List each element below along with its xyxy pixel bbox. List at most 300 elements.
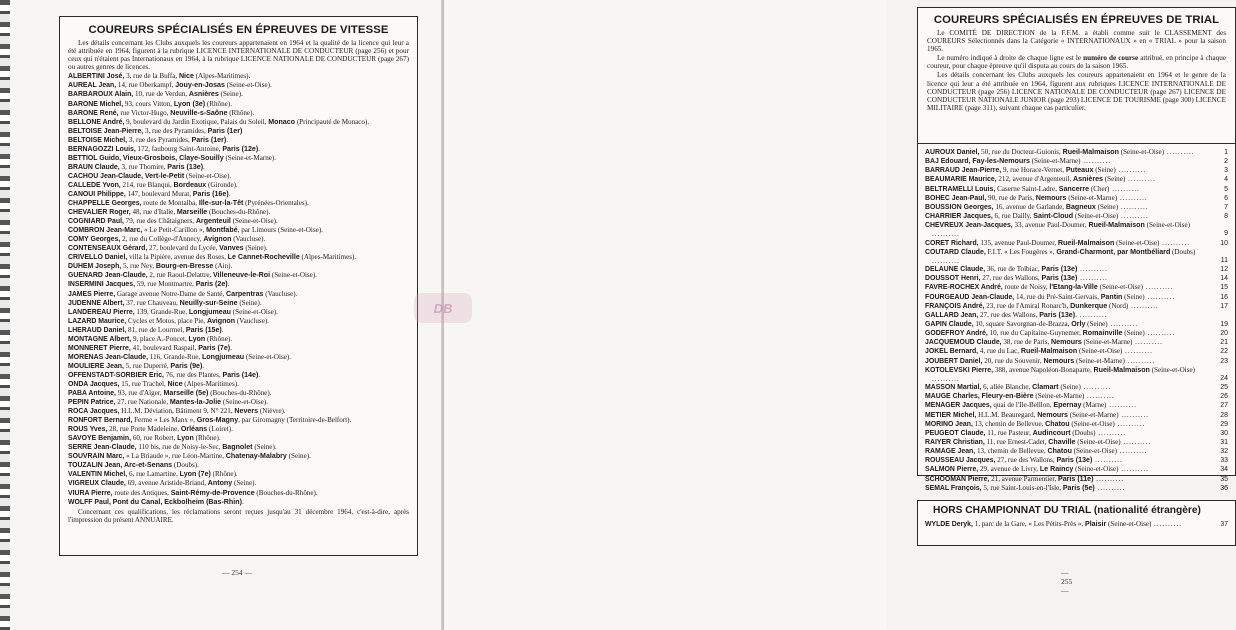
rider-region: (Seine-et-Marne) — [1081, 338, 1133, 347]
rider-name: DELAUNE Claude, — [925, 266, 986, 274]
rider-name: CHEVALIER Roger, — [68, 209, 131, 217]
rider-address: 27, boulevard du Lycée, — [147, 244, 220, 253]
rider-city: Orléans — [180, 425, 208, 434]
rider-city: Fay-les-Nemours — [972, 157, 1030, 166]
rider-name: LAZARD Maurice, — [68, 317, 127, 325]
list-item — [68, 326, 409, 335]
leader-dots: .......... — [1144, 292, 1176, 301]
list-item — [925, 148, 1228, 157]
list-item — [925, 465, 1228, 474]
rider-entry — [925, 329, 1202, 338]
rider-address: 11, rue Ernest-Cadet, — [984, 438, 1049, 446]
rider-city: Nevers — [234, 407, 259, 416]
rider-name: BELLONE André, — [68, 118, 125, 126]
rider-region: (Seine) — [1102, 175, 1126, 184]
rider-region: (Seine) — [1122, 329, 1145, 338]
leader-dots: .......... — [932, 256, 960, 265]
rider-address: Cycles et Motos, place Pie, — [126, 316, 207, 325]
rider-region: . — [258, 144, 260, 153]
list-item — [925, 383, 1228, 392]
rider-name: FAVRE-ROCHEX André, — [925, 284, 1003, 292]
rider-name: BETTIOL Guido, — [68, 154, 122, 162]
rider-address: 172, faubourg Saint-Antoine, — [135, 144, 223, 153]
list-item — [68, 163, 409, 172]
rider-address: 36, rue de Tolbiac, — [985, 265, 1042, 274]
list-item — [925, 311, 1228, 320]
rider-name: BELTOISE Michel, — [68, 136, 128, 144]
rider-name: GUENARD Jean-Claude, — [68, 272, 148, 280]
rider-city: Pantin — [1100, 292, 1123, 301]
rider-city: Rueil-Malmaison — [1020, 347, 1078, 356]
leader-dots: .......... — [1114, 419, 1146, 428]
list-item — [925, 411, 1228, 420]
race-number: 26 — [1220, 393, 1228, 401]
leader-dots: .......... — [1118, 202, 1149, 211]
trial-intro-box — [917, 7, 1236, 145]
rider-name: MORENAS Jean-Claude, — [68, 353, 149, 361]
rider-name: JOKEL Bernard, — [925, 348, 979, 356]
rider-address: 48, rue d'Italie, — [130, 208, 177, 217]
race-number: 35 — [1220, 475, 1228, 483]
leader-dots: .......... — [1142, 283, 1174, 292]
rider-name: COGNIARD Paul, — [68, 218, 124, 226]
rider-address: 27, rue Nationale, — [115, 398, 170, 407]
rider-entry — [925, 392, 1202, 401]
rider-region: (Alpes-Maritimes). — [299, 253, 357, 262]
list-item — [68, 253, 409, 262]
rider-entry — [925, 429, 1202, 438]
rider-city: Dunkerque — [1070, 301, 1108, 310]
rider-name: KOTOLEVSKI Pierre, — [925, 366, 994, 374]
rider-name: METIER Michel, — [925, 411, 977, 419]
rider-name: MOULIERE Jean, — [68, 362, 124, 370]
race-number: 36 — [1220, 484, 1228, 492]
rider-region: (Seine) — [1058, 383, 1081, 392]
rider-region: (Vaucluse). — [235, 316, 269, 325]
race-number: 3 — [1224, 167, 1228, 175]
rider-city: Rueil-Malmaison — [1093, 365, 1150, 374]
rider-entry — [925, 484, 1202, 493]
leader-dots: .......... — [1106, 401, 1137, 410]
rider-address: 27, rue des Wallons, — [995, 456, 1057, 465]
rider-address: 81, rue de Lourmel, — [126, 325, 186, 334]
rider-address: Ferme « Les Manx », — [132, 416, 197, 425]
race-number: 21 — [1220, 339, 1228, 347]
rider-address: 15, rue Trachel, — [119, 379, 168, 388]
list-item — [68, 299, 409, 308]
rider-region: . — [258, 370, 261, 379]
rider-entry — [925, 203, 1202, 212]
list-item — [68, 109, 409, 118]
rider-region: (Seine-et-Oise) — [1144, 221, 1190, 230]
rider-region: (Seine-et-Marne) — [1074, 356, 1125, 365]
rider-entry — [925, 338, 1202, 347]
rider-city: Chatenay-Malabry — [225, 452, 287, 461]
rider-city: Chatou — [1047, 447, 1072, 456]
rider-entry — [925, 320, 1202, 329]
rider-name: PEUGEOT Claude, — [925, 429, 986, 437]
rider-region: (Nord) — [1107, 301, 1129, 310]
rider-region: (Seine-et-Marne). — [223, 153, 277, 162]
rider-city: Chatou — [1045, 419, 1070, 428]
rider-address: route de Noisy, — [1002, 283, 1050, 292]
rider-city: Asnières — [188, 90, 219, 99]
leader-dots: .......... — [1080, 157, 1112, 166]
rider-region: (Seine). — [232, 479, 257, 488]
rider-address: 212, avenue d'Argenteuil, — [996, 175, 1074, 184]
hors-championnat-list — [925, 520, 1228, 529]
leader-dots: .......... — [1132, 338, 1163, 347]
rider-region: (Seine-et-Marne) — [1029, 157, 1081, 166]
list-item — [68, 344, 409, 353]
rider-entry — [925, 438, 1202, 447]
rider-name: OFFENSTADT-SORBIER Eric, — [68, 371, 164, 379]
rider-region: . — [1075, 310, 1077, 319]
list-item — [68, 443, 409, 452]
rider-address: 135, avenue Paul-Doumer, — [978, 238, 1058, 247]
list-item — [925, 239, 1228, 248]
rider-address: Garage avenue Notre-Dame de Santé, — [115, 289, 226, 298]
rider-city: Paris (7e) — [198, 343, 231, 352]
rider-city: Fleury-en-Bière — [981, 392, 1034, 401]
rider-address: 5, rue Ney, — [121, 262, 156, 271]
rider-address: route de Montalba, — [141, 199, 199, 208]
rider-entry — [925, 302, 1202, 311]
list-item — [68, 190, 409, 199]
list-item — [925, 265, 1228, 274]
rider-region: (Seine) — [1095, 202, 1119, 211]
list-item — [68, 226, 409, 235]
race-number: 8 — [1224, 213, 1228, 221]
rider-city: Paris (13e) — [167, 162, 204, 171]
leader-dots: .......... — [1080, 383, 1112, 392]
rider-address: 14, rue Oberkampf, — [116, 81, 176, 90]
rider-name: COMBRON Jean-Marc, — [68, 227, 143, 235]
rider-address: 6, rue Lamartine, — [127, 470, 180, 479]
rider-region: (Doubs) — [1070, 428, 1096, 437]
rider-city: Orly — [1071, 319, 1086, 328]
rider-name: INSERMINI Jacques, — [68, 281, 136, 289]
leader-dots: .......... — [1094, 483, 1126, 492]
list-item — [68, 271, 409, 280]
list-item — [68, 489, 409, 498]
rider-city: Nice — [167, 379, 183, 388]
list-item — [925, 401, 1228, 410]
rider-entry — [925, 157, 1202, 166]
rider-city: Paris (12e) — [222, 144, 259, 153]
list-item — [925, 357, 1228, 366]
rider-region: (Seine-et-Oise) — [1077, 347, 1123, 356]
rider-city: Bourg-en-Bresse — [155, 262, 214, 271]
rider-region: (Seine) — [1093, 166, 1116, 175]
race-number: 28 — [1220, 411, 1228, 419]
rider-city: Paris (13e) — [1056, 456, 1093, 465]
rider-address: 50, rue du Docteur-Guionis, — [979, 148, 1063, 156]
rider-address: 33, avenue Paul-Doumer, — [1012, 221, 1089, 230]
rider-name: BELTRAMELLI Louis, — [925, 185, 996, 193]
rider-address: 27, rue des Wallons, — [980, 274, 1042, 283]
race-number: 16 — [1220, 293, 1228, 301]
race-number: 2 — [1224, 158, 1228, 166]
race-number: 6 — [1224, 194, 1228, 202]
page-title: COUREURS SPÉCIALISÉS EN ÉPREUVES DE VITESSE — [88, 24, 389, 36]
rider-city: Avignon — [203, 235, 232, 244]
list-item — [68, 479, 409, 488]
rider-address: 79, rue des Châtaigners, — [123, 217, 196, 226]
rider-entry — [925, 194, 1202, 203]
rider-city: Bordeaux — [173, 180, 207, 189]
leader-dots: .......... — [932, 230, 960, 239]
rider-address: « La Briaude », rue Léon-Martine, — [124, 452, 226, 461]
rider-address: 5, rue Duperré, — [123, 361, 171, 370]
rider-name: DOUSSOT Henri, — [925, 275, 981, 283]
rider-name: SAVOYE Benjamin, — [68, 435, 132, 443]
rider-region: (Ain). — [213, 262, 233, 271]
rider-region: (Pyrénées-Orientales). — [243, 199, 309, 208]
rider-name: CONTENSEAUX Gérard, — [68, 245, 148, 253]
rider-region: , par Giromagny (Territoire-de-Belfort). — [238, 416, 352, 425]
race-number: 37 — [1220, 521, 1228, 528]
rider-city: Paris (14e) — [222, 370, 259, 379]
list-item — [68, 389, 409, 398]
rider-entry — [925, 383, 1202, 392]
rider-name: ROCA Jacques, — [68, 408, 120, 416]
rider-region: (Rhône). — [205, 99, 232, 108]
list-item — [925, 475, 1228, 484]
list-item — [68, 308, 409, 317]
rider-city: Lyon — [188, 334, 206, 343]
rider-region: (Seine). — [243, 244, 268, 253]
list-item — [68, 416, 409, 425]
list-item — [68, 335, 409, 344]
rider-city: Nice — [178, 72, 194, 81]
list-item — [68, 452, 409, 461]
rider-address: 3, rue des Pyramides, — [127, 135, 192, 144]
rider-city: Marseille — [176, 208, 208, 217]
rider-address: 5, rue Saint-Louis-en-l'Isle, — [981, 483, 1063, 492]
rider-entry — [925, 401, 1202, 410]
list-item — [68, 434, 409, 443]
leader-dots: .......... — [1109, 184, 1140, 193]
rider-region: (Vaucluse). — [263, 289, 298, 298]
race-number: 5 — [1224, 185, 1228, 193]
rider-address: 93, rue d'Alger, — [115, 389, 164, 398]
rider-name: DUHEM Joseph, — [68, 263, 122, 271]
rider-entry — [925, 420, 1202, 429]
rider-name: GAPIN Claude, — [925, 320, 974, 328]
rider-name: SALMON Pierre, — [925, 466, 979, 474]
rider-city: Pont du Canal, Eckbolheim (Bas-Rhin) — [112, 497, 242, 506]
trial-rider-list — [925, 148, 1228, 493]
rider-region: (Seine-et-Oise). — [244, 352, 292, 361]
speed-riders-box — [59, 16, 418, 556]
rider-region: (Seine-et-Oise) — [1075, 438, 1121, 446]
right-page — [444, 0, 1228, 630]
rider-entry — [925, 456, 1202, 465]
rider-address: quai de l'Ile-Belllon, — [991, 401, 1054, 410]
rider-address: route des Antiques, — [112, 488, 171, 497]
leader-dots: .......... — [1092, 456, 1123, 465]
rider-entry — [925, 148, 1202, 157]
rider-city: Chaville — [1048, 438, 1076, 446]
rider-entry — [925, 221, 1202, 238]
leader-dots: .......... — [1118, 212, 1149, 221]
intro-text: Les détails concernant les Clubs auxquels les coureurs appartenaient en 1964 et la qualité de la licence qui leur a été attribuée en 1964, figurent à la rubrique LICENCE INTERNATIONALE DE CONDUCTEUR (page 256) et pour ceux qui n'étaient pas Internationaux en 1964, à la rubrique LICENCE NATIONALE DE CONDUCTEUR (page 267) ou autres genres de licences. — [68, 39, 409, 72]
rider-city: Grand-Charmont, par Montbéliard — [1056, 247, 1171, 256]
list-item — [68, 353, 409, 362]
speed-rider-list — [68, 72, 409, 506]
rider-name: BRAUN Claude, — [68, 163, 120, 171]
leader-dots: .......... — [1093, 474, 1125, 483]
rider-region: (Rhône). — [227, 108, 255, 117]
list-item — [68, 118, 409, 127]
list-item — [925, 366, 1228, 383]
rider-city: Paris (15e) — [185, 325, 222, 334]
trial-riders-box — [917, 143, 1236, 492]
rider-city: Antony — [207, 479, 233, 488]
race-number: 19 — [1220, 320, 1228, 328]
rider-address: 214, rue Blanqui, — [120, 180, 174, 189]
rider-address: 147, boulevard Murat, — [125, 189, 193, 198]
rider-city: Paris (13e) — [1041, 274, 1078, 283]
rider-region: (Seine-et-Marne) — [1033, 392, 1085, 401]
rider-address: 116, Grande-Rue, — [148, 352, 202, 361]
section-heading: HORS CHAMPIONNAT DU TRIAL (nationalité étrangère) — [933, 505, 1201, 516]
leader-dots: .......... — [1144, 329, 1176, 338]
rider-address: 3, rue Thomire, — [119, 162, 168, 171]
rider-city: Romainville — [1082, 329, 1123, 338]
leader-dots: .......... — [1125, 175, 1156, 184]
list-item — [68, 380, 409, 389]
rider-region: (Seine-et-Oise). — [270, 271, 317, 280]
intro-text: Le COMITÉ DE DIRECTION de la F.F.M. a établi comme suit le CLASSEMENT des COUREURS Sélectionnés dans la Catégorie « INTERNATIONAUX » en « TRIAL » pour la saison 1965. Le numéro indiqué à droite de chaque ligne est le numéro de course attribué, en principe à chaque coureur, pour chaque épreuve qu'il disputa au cours de la saison 1965. Les détails concernant les Clubs auxquels les coureurs appartenaient en 1964 et le genre de la licence qui leur a été attribuée en 1964, figurent aux rubriques LICENCE INTERNATIONALE DE CONDUCTEUR (page 256) LICENCE NATIONALE DE CONDUCTEUR (page 267) LICENCE DE CONDUCTEUR NATIONALE JUNIOR (page 293) LICENCE DE TOURISME (page 300) LICENCE MILITAIRE (page 311), suivant chaque cas particulier. — [927, 29, 1227, 112]
list-item — [68, 208, 409, 217]
rider-region: (Loiret). — [207, 425, 233, 434]
race-number: 1 — [1224, 149, 1228, 156]
rider-address: 388, avenue Napoléon-Bonaparte, — [993, 365, 1094, 374]
rider-city: Paris (1er) — [207, 126, 243, 135]
rider-region: (Seine-et-Oise). — [221, 398, 269, 407]
list-item — [68, 398, 409, 407]
rider-name: PEPIN Patrice, — [68, 399, 116, 407]
rider-address: 29, avenue de Livry, — [978, 465, 1040, 474]
rider-name: ONDA Jacques, — [68, 380, 120, 388]
leader-dots: .......... — [1120, 438, 1152, 446]
rider-region: (Seine) — [1085, 319, 1108, 328]
rider-city: Lyon (7e) — [179, 470, 211, 479]
rider-name: CACHOU Jean-Claude, — [68, 172, 144, 180]
rider-name: GODEFROY André, — [925, 330, 988, 338]
list-item — [925, 429, 1228, 438]
rider-name: SOUVRAIN Marc, — [68, 453, 125, 461]
rider-city: Paris (16e) — [192, 189, 229, 198]
list-item — [925, 320, 1228, 329]
race-number: 15 — [1220, 284, 1228, 292]
rider-entry — [925, 274, 1202, 283]
list-item — [925, 293, 1228, 302]
rider-region: (Marne) — [1081, 401, 1107, 410]
rider-name: TOUZALIN Jean, — [68, 462, 123, 470]
rider-name: VIGREUX Claude, — [68, 480, 126, 488]
rider-address: 6, rue Dailly, — [992, 212, 1034, 221]
leader-dots: .......... — [1107, 319, 1139, 328]
rider-address: villa la Pipière, avenue des Roses, — [127, 253, 228, 262]
rider-address: 3, rue des Pyramides, — [143, 126, 208, 135]
rider-address: 3, rue de la Buffa, — [124, 72, 179, 81]
rider-region: (Doubs) — [1170, 247, 1196, 256]
rider-name: BAJ Edouard, — [925, 158, 971, 166]
rider-name: SEMAL François, — [925, 484, 982, 492]
rider-city: Nemours — [1037, 410, 1068, 419]
rider-name: BERNAGOZZI Louis, — [68, 145, 136, 153]
rider-city: Nemours — [1035, 193, 1067, 202]
rider-city: Plaisir — [1084, 520, 1107, 528]
rider-city: Jouy-en-Josas — [175, 81, 225, 90]
rider-region: (Seine-et-Oise) — [1106, 520, 1152, 528]
list-item — [925, 338, 1228, 347]
list-item — [68, 371, 409, 380]
leader-dots: .......... — [1117, 193, 1148, 202]
rider-region: (Cher) — [1089, 184, 1110, 193]
rider-address: Caserne Saint-Ladre, — [995, 184, 1059, 193]
rider-region: (Seine-et-Oise). — [224, 81, 272, 90]
rider-address: 13, chemin de Bellevue, — [975, 447, 1048, 456]
race-number: 9 — [1224, 230, 1228, 238]
rider-name: MONTAGNE Albert, — [68, 335, 132, 343]
list-item — [925, 420, 1228, 429]
rider-name: JUDENNE Albert, — [68, 299, 125, 307]
rider-name: AUREAL Jean, — [68, 82, 117, 90]
race-number: 31 — [1220, 439, 1228, 446]
rider-address: 9, boulevard du Jardin Exotique, Palais du Soleil, — [124, 117, 269, 126]
rider-region: (Seine-et-Oise). — [230, 217, 278, 226]
list-item — [68, 154, 409, 163]
list-item — [925, 221, 1228, 238]
leader-dots: .......... — [1164, 148, 1195, 156]
page-number: — 255 — — [1061, 568, 1073, 595]
rider-address: 21, avenue Parmentier, — [989, 474, 1058, 483]
rider-region: (Seine-et-Oise) — [1149, 365, 1195, 374]
rider-city: Longjumeau — [188, 307, 231, 316]
rider-city: Nemours — [1051, 338, 1082, 347]
leader-dots: .......... — [1117, 447, 1148, 456]
rider-name: BELTOISE Jean-Pierre, — [68, 127, 144, 135]
rider-address: 110 bis, rue de Noisy-le-Sec, — [136, 443, 223, 452]
rider-region: (Vaucluse). — [231, 235, 266, 244]
rider-name: BARONE René, — [68, 109, 119, 117]
race-number: 23 — [1220, 357, 1228, 365]
rider-region: (Seine). — [237, 298, 262, 307]
rider-city: Paris (5e) — [1062, 483, 1095, 492]
rider-entry — [925, 447, 1202, 456]
rider-city: Vert-le-Petit — [144, 171, 185, 180]
rider-name: CHARRIER Jacques, — [925, 213, 993, 221]
rider-name: SERRE Jean-Claude, — [68, 444, 137, 452]
list-item — [925, 283, 1228, 292]
rider-city: Vanves — [219, 244, 244, 253]
list-item — [68, 217, 409, 226]
leader-dots: .......... — [1118, 410, 1150, 419]
list-item — [925, 520, 1228, 529]
list-item — [925, 329, 1228, 338]
rider-city: Paris (1er) — [191, 135, 227, 144]
list-item — [68, 290, 409, 299]
rider-address: 2, rue du Collège-d'Annecy, — [120, 235, 204, 244]
rider-region: . — [241, 497, 244, 506]
list-item — [68, 235, 409, 244]
rider-address: 59, rue Montmartre, — [135, 280, 196, 289]
rider-region: . — [203, 162, 205, 171]
